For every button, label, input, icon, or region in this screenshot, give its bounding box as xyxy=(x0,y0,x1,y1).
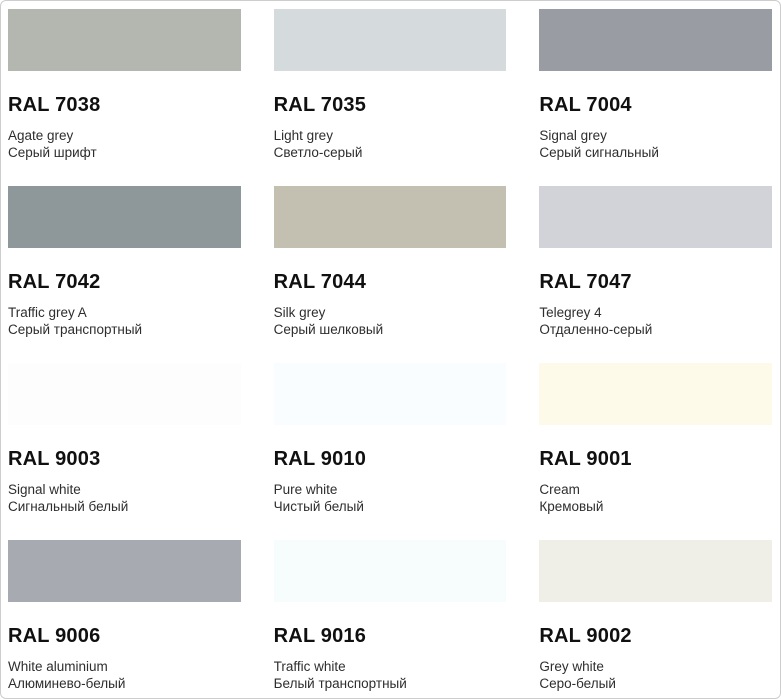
color-name-en: White aluminium xyxy=(8,659,108,674)
ral-code-label: RAL 7047 xyxy=(539,271,632,293)
color-swatch[interactable] xyxy=(274,363,507,425)
ral-color-card xyxy=(274,186,507,363)
ral-color-grid xyxy=(1,1,780,692)
ral-code-label: RAL 7042 xyxy=(8,271,101,293)
color-name-en: Telegrey 4 xyxy=(539,305,602,320)
color-name-ru: Серый шелковый xyxy=(273,322,384,337)
color-swatch[interactable] xyxy=(539,9,772,71)
ral-code-label: RAL 9003 xyxy=(8,448,101,470)
color-name-ru: Чистый белый xyxy=(273,499,364,514)
ral-code-label: RAL 9001 xyxy=(539,448,632,470)
ral-color-card xyxy=(8,363,241,540)
color-name-en: Pure white xyxy=(273,482,338,497)
color-swatch[interactable] xyxy=(539,363,772,425)
color-swatch[interactable] xyxy=(274,9,507,71)
ral-color-card xyxy=(539,9,772,186)
color-name-ru: Серо-белый xyxy=(539,676,616,691)
color-name-en: Signal grey xyxy=(539,128,607,143)
color-name-en: Silk grey xyxy=(273,305,326,320)
ral-code-label: RAL 9010 xyxy=(273,448,367,470)
ral-code-label: RAL 9016 xyxy=(273,625,367,647)
ral-color-card xyxy=(274,363,507,540)
color-name-en: Cream xyxy=(539,482,580,497)
color-name-ru: Сигнальный белый xyxy=(8,499,129,514)
ral-code-label: RAL 9002 xyxy=(539,625,632,647)
color-swatch[interactable] xyxy=(8,363,241,425)
color-name-en: Traffic grey A xyxy=(8,305,87,320)
color-name-en: Grey white xyxy=(539,659,604,674)
color-name-ru: Алюминево-белый xyxy=(8,676,126,691)
color-swatch[interactable] xyxy=(8,9,241,71)
ral-code-label: RAL 7004 xyxy=(539,94,632,116)
ral-code-label: RAL 7044 xyxy=(273,271,367,293)
color-swatch[interactable] xyxy=(8,540,241,602)
color-swatch[interactable] xyxy=(539,540,772,602)
ral-color-card xyxy=(8,540,241,692)
color-swatch[interactable] xyxy=(8,186,241,248)
ral-color-card xyxy=(539,540,772,692)
ral-color-card xyxy=(8,186,241,363)
ral-color-card xyxy=(539,363,772,540)
color-name-ru: Серый сигнальный xyxy=(539,145,659,160)
color-name-en: Signal white xyxy=(8,482,81,497)
color-name-en: Agate grey xyxy=(8,128,74,143)
ral-color-card xyxy=(274,540,507,692)
color-name-ru: Светло-серый xyxy=(273,145,363,160)
ral-code-label: RAL 9006 xyxy=(8,625,101,647)
ral-color-card xyxy=(274,9,507,186)
color-name-en: Traffic white xyxy=(273,659,346,674)
ral-code-label: RAL 7038 xyxy=(8,94,101,116)
ral-color-card xyxy=(539,186,772,363)
color-name-ru: Серый транспортный xyxy=(8,322,143,337)
color-name-en: Light grey xyxy=(273,128,333,143)
color-swatch[interactable] xyxy=(274,540,507,602)
color-name-ru: Белый транспортный xyxy=(273,676,407,691)
color-name-ru: Серый шрифт xyxy=(8,145,97,160)
color-name-ru: Отдаленно-серый xyxy=(539,322,653,337)
color-swatch[interactable] xyxy=(274,186,507,248)
color-name-ru: Кремовый xyxy=(539,499,604,514)
color-swatch[interactable] xyxy=(539,186,772,248)
ral-color-card xyxy=(8,9,241,186)
ral-code-label: RAL 7035 xyxy=(273,94,367,116)
